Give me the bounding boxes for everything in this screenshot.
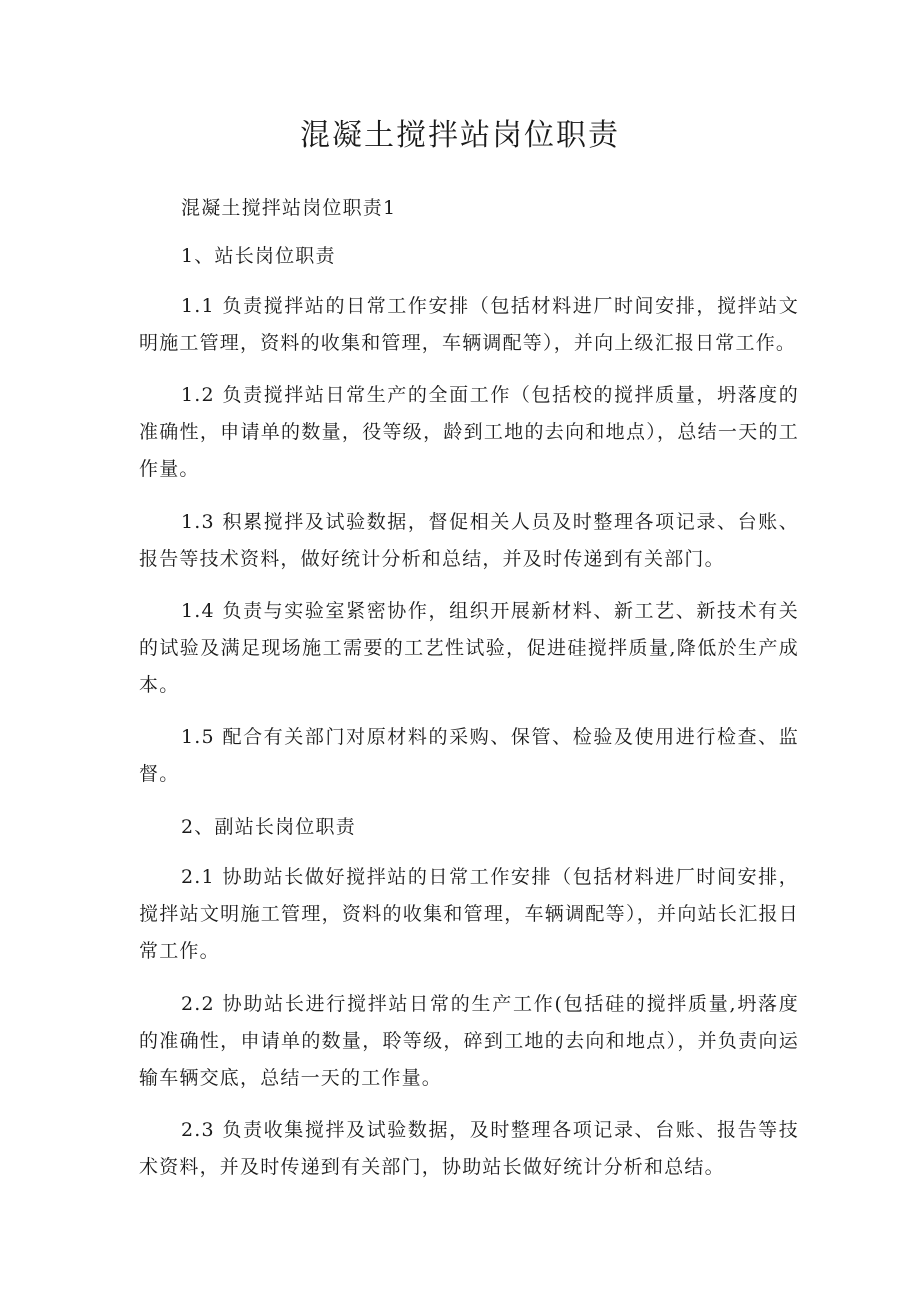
paragraph-2-2: 2.2 协助站长进行搅拌站日常的生产工作(包括硅的搅拌质量,坍落度的准确性，申请单的数量，聆等级，碎到工地的去向和地点），并负责向运输车辆交底，总结一天的工作量。 (139, 993, 799, 1089)
paragraph-2-1: 2.1 协助站长做好搅拌站的日常工作安排（包括材料进厂时间安排，搅拌站文明施工管理，资料的收集和管理，车辆调配等），并向站长汇报日常工作。 (139, 866, 799, 962)
section-heading-2: 2、副站长岗位职责 (181, 816, 356, 838)
paragraph-1-3: 1.3 积累搅拌及试验数据，督促相关人员及时整理各项记录、台账、报告等技术资料，做好统计分析和总结，并及时传递到有关部门。 (139, 511, 799, 570)
paragraph-1-1: 1.1 负责搅拌站的日常工作安排（包括材料进厂时间安排，搅拌站文明施工管理，资料的收集和管理，车辆调配等），并向上级汇报日常工作。 (139, 295, 799, 354)
paragraph-1-4: 1.4 负责与实验室紧密协作，组织开展新材料、新工艺、新技术有关的试验及满足现场施工需要的工艺性试验，促进硅搅拌质量,降低於生产成本。 (139, 600, 799, 696)
paragraph-2-3: 2.3 负责收集搅拌及试验数据，及时整理各项记录、台账、报告等技术资料，并及时传递到有关部门，协助站长做好统计分析和总结。 (139, 1119, 799, 1178)
document-title: 混凝土搅拌站岗位职责 (300, 118, 620, 153)
section-heading-1: 1、站长岗位职责 (181, 245, 336, 267)
paragraph-1-5: 1.5 配合有关部门对原材料的采购、保管、检验及使用进行检查、监督。 (139, 726, 799, 785)
document-subtitle: 混凝土搅拌站岗位职责1 (181, 197, 397, 219)
paragraph-1-2: 1.2 负责搅拌站日常生产的全面工作（包括校的搅拌质量，坍落度的准确性，申请单的数量，役等级，龄到工地的去向和地点），总结一天的工作量。 (139, 384, 799, 480)
